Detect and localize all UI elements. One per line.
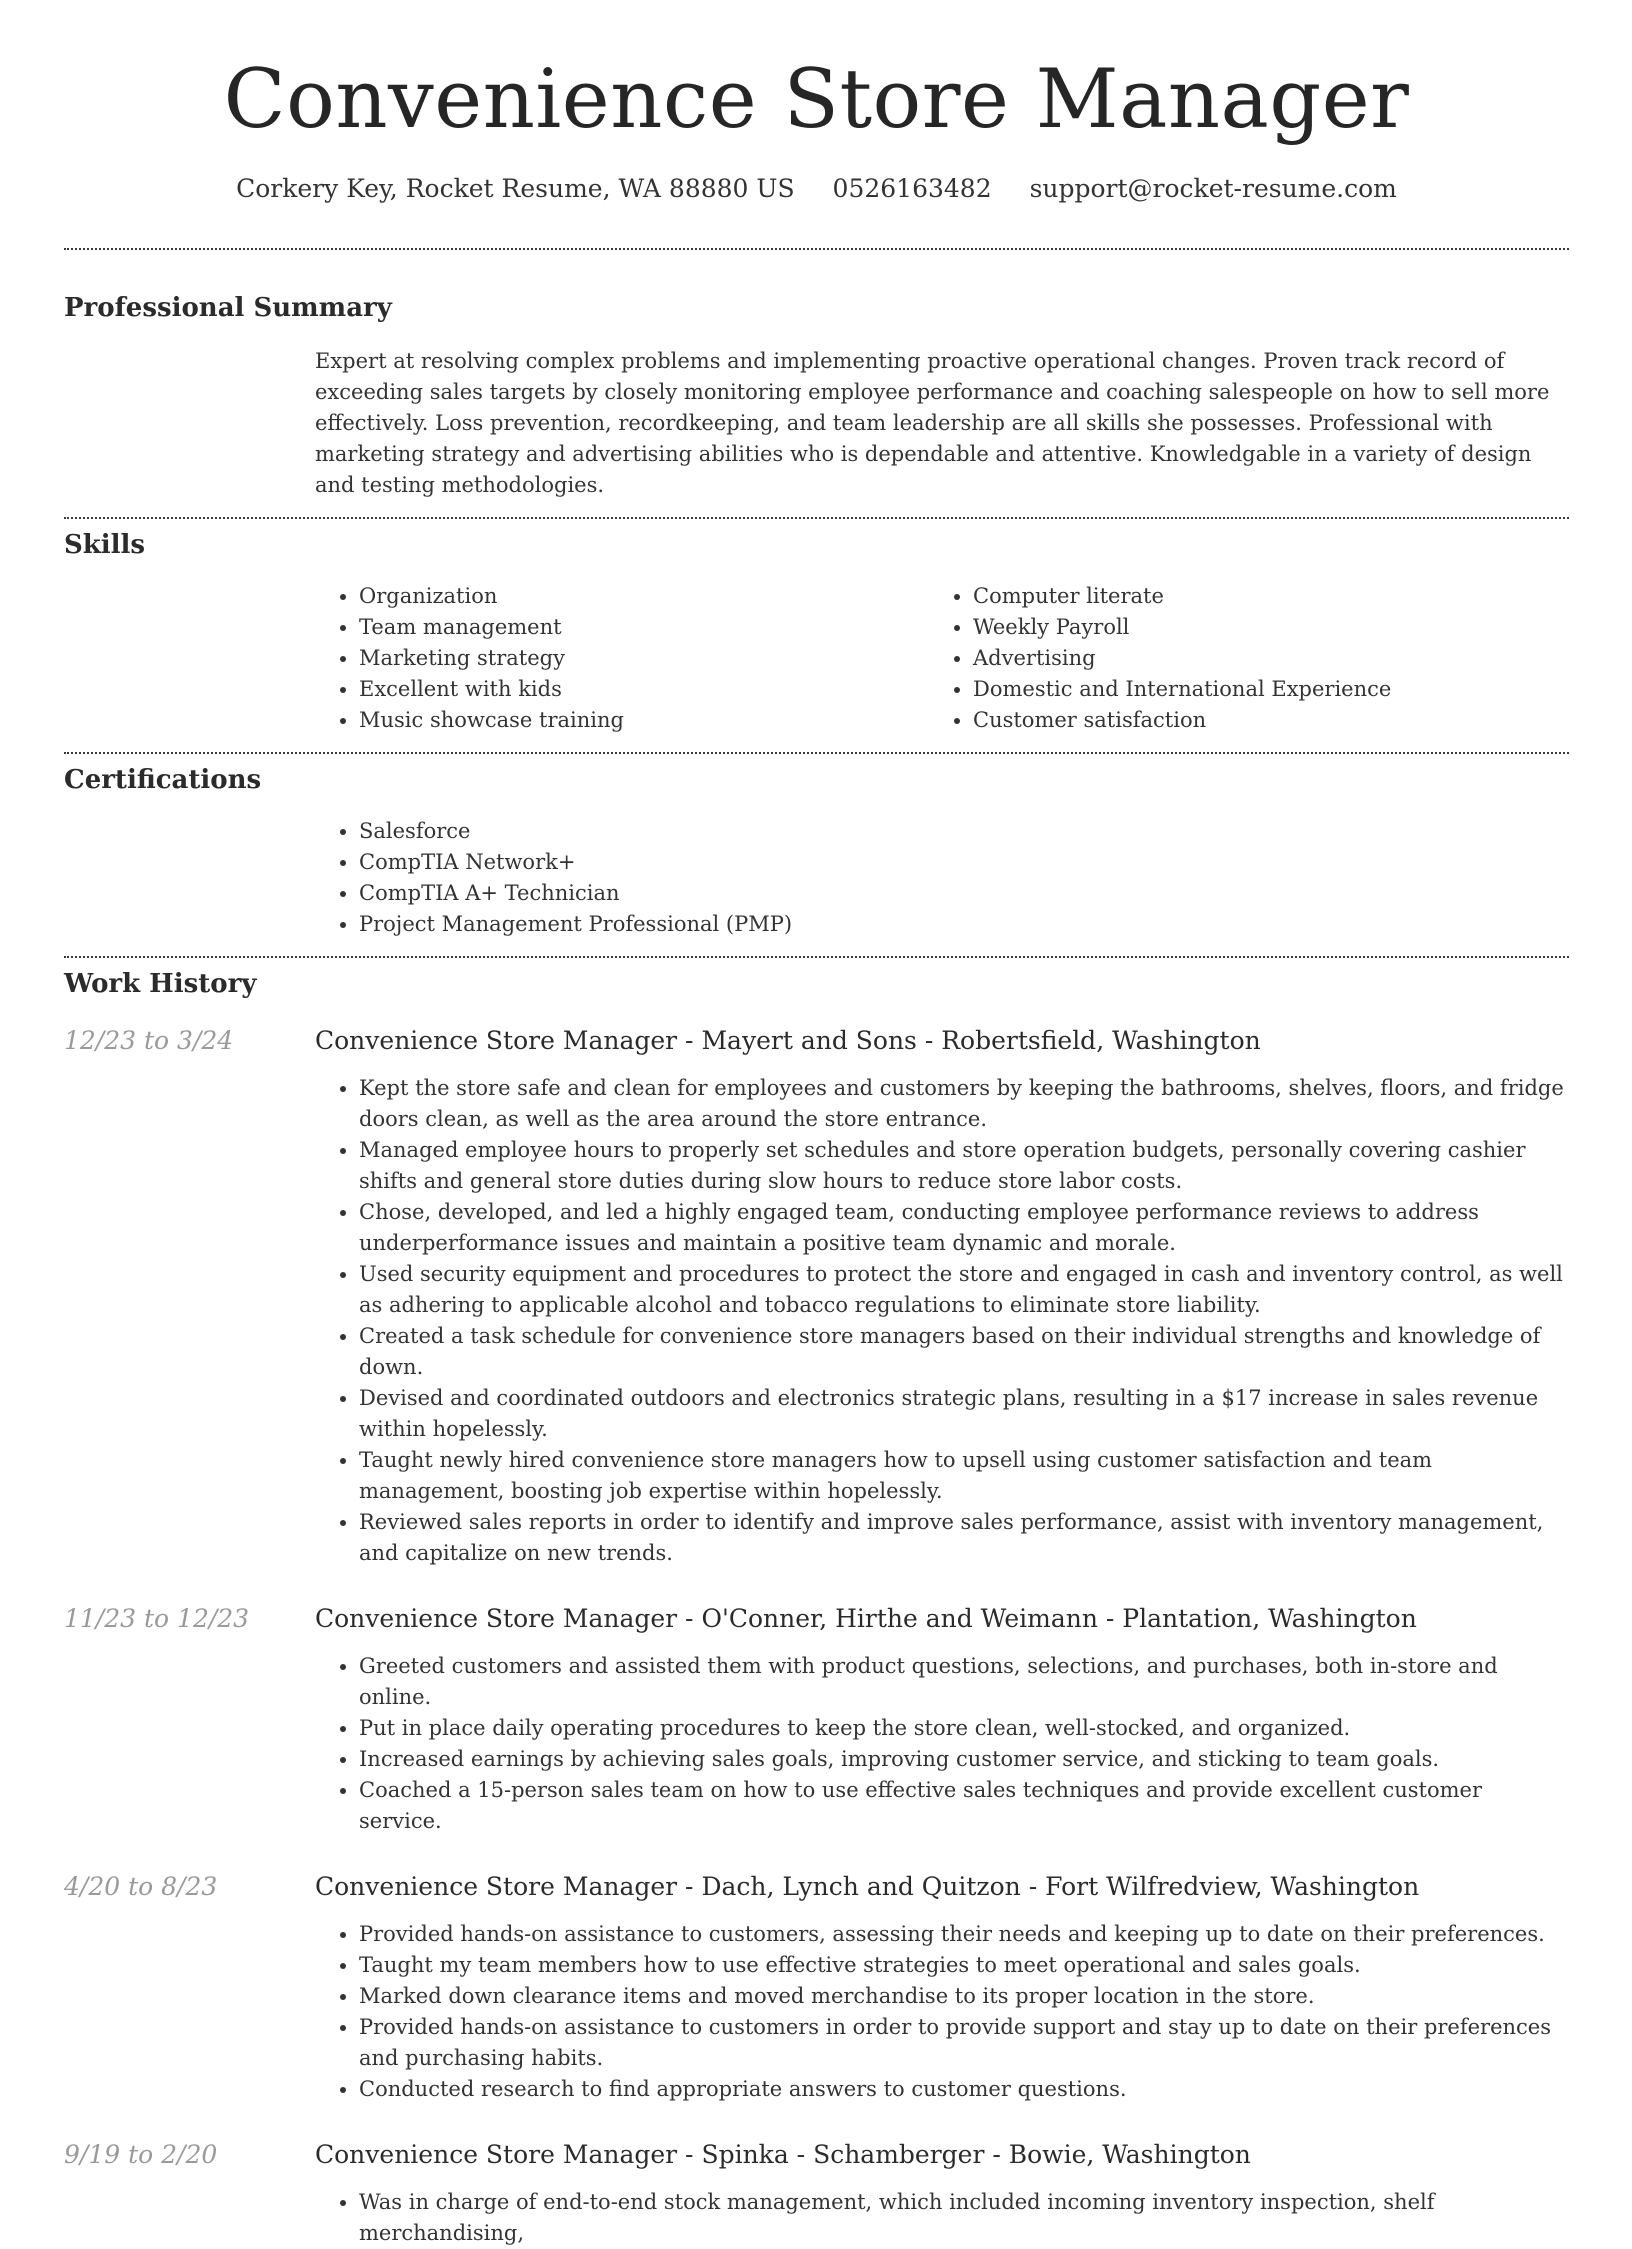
job-dates: 12/23 to 3/24 (64, 1026, 234, 1055)
list-item: • Kept the store safe and clean for employees and customers by keeping the bathrooms, shelves, floors, and fridge doors clean, as well as the area around the store entrance. (359, 1073, 1569, 1135)
list-item: • Reviewed sales reports in order to identify and improve sales performance, assist with inventory management, and capitalize on new trends. (359, 1507, 1569, 1569)
list-item: • Provided hands-on assistance to customers, assessing their needs and keeping up to date on their preferences. (359, 1919, 1569, 1950)
job-dates: 4/20 to 8/23 (64, 1872, 218, 1901)
list-item: • Project Management Professional (PMP) (359, 909, 1569, 940)
skills-grid (315, 581, 1569, 736)
list-item: • Put in place daily operating procedures to keep the store clean, well-stocked, and organized. (359, 1713, 1569, 1744)
resume-header (64, 0, 1569, 204)
certifications-title: Certifications (64, 765, 262, 795)
job-details (315, 2139, 1569, 2249)
job-entry (64, 1871, 1569, 2105)
list-item: • Managed employee hours to properly set schedules and store operation budgets, personally covering cashier shifts and general store duties during slow hours to reduce store labor costs. (359, 1135, 1569, 1197)
list-item: • Domestic and International Experience (973, 674, 1543, 705)
list-item: • Team management (359, 612, 929, 643)
section-divider (64, 517, 1569, 519)
list-item: • CompTIA A+ Technician (359, 878, 1569, 909)
list-item: • Taught newly hired convenience store managers how to upsell using customer satisfaction and team management, boosting job expertise within hopelessly. (359, 1445, 1569, 1507)
list-item: • Increased earnings by achieving sales goals, improving customer service, and sticking to team goals. (359, 1744, 1569, 1775)
list-item: • Greeted customers and assisted them with product questions, selections, and purchases, both in-store and online. (359, 1651, 1569, 1713)
contact-address: Corkery Key, Rocket Resume, WA 88880 US (236, 174, 795, 203)
list-item: • Created a task schedule for convenience store managers based on their individual strengths and knowledge of down. (359, 1321, 1569, 1383)
summary-title: Professional Summary (64, 293, 392, 323)
job-bullets (315, 1651, 1569, 1837)
job-title: Convenience Store Manager - Spinka - Schamberger - Bowie, Washington (315, 2140, 1251, 2169)
jobs-list (64, 1025, 1569, 2249)
job-title: Convenience Store Manager - Mayert and Sons - Robertsfield, Washington (315, 1026, 1261, 1055)
summary-text: Expert at resolving complex problems and implementing proactive operational changes. Proven track record of exceeding sales targets by closely monitoring employee performance and coaching salespeople on how to sell more effectively. Loss prevention, recordkeeping, and team leadership are all skills she possesses. Professional with marketing strategy and advertising abilities who is dependable and attentive. Knowledgable in a variety of design and testing methodologies. (315, 349, 1550, 497)
job-details (315, 1025, 1569, 1569)
job-entry (64, 1603, 1569, 1837)
contact-email: support@rocket-resume.com (1029, 174, 1397, 203)
job-title: Convenience Store Manager - O'Conner, Hirthe and Weimann - Plantation, Washington (315, 1604, 1417, 1633)
list-item: • Taught my team members how to use effective strategies to meet operational and sales goals. (359, 1950, 1569, 1981)
job-dates: 9/19 to 2/20 (64, 2140, 218, 2169)
job-details (315, 1603, 1569, 1837)
list-item: • Music showcase training (359, 705, 929, 736)
list-item: • Marked down clearance items and moved merchandise to its proper location in the store. (359, 1981, 1569, 2012)
list-item: • Coached a 15-person sales team on how to use effective sales techniques and provide excellent customer service. (359, 1775, 1569, 1837)
list-item: • Was in charge of end-to-end stock management, which included incoming inventory inspection, shelf merchandising, (359, 2187, 1569, 2249)
job-title: Convenience Store Manager - Dach, Lynch and Quitzon - Fort Wilfredview, Washington (315, 1872, 1420, 1901)
contact-line (64, 174, 1569, 204)
list-item: • Chose, developed, and led a highly engaged team, conducting employee performance reviews to address underperformance issues and maintain a positive team dynamic and morale. (359, 1197, 1569, 1259)
list-item: • Conducted research to find appropriate answers to customer questions. (359, 2074, 1569, 2105)
skills-section (64, 529, 1569, 736)
skills-list-right (929, 581, 1543, 736)
work-history-title: Work History (64, 969, 257, 999)
work-history-section (64, 968, 1569, 2249)
job-bullets (315, 2187, 1569, 2249)
list-item: • Provided hands-on assistance to customers in order to provide support and stay up to date on their preferences and purchasing habits. (359, 2012, 1569, 2074)
job-bullets (315, 1919, 1569, 2105)
job-dates: 11/23 to 12/23 (64, 1604, 250, 1633)
list-item: • Advertising (973, 643, 1543, 674)
job-entry (64, 1025, 1569, 1569)
list-item: • Marketing strategy (359, 643, 929, 674)
skills-title: Skills (64, 530, 146, 560)
list-item: • Weekly Payroll (973, 612, 1543, 643)
list-item: • Salesforce (359, 816, 1569, 847)
list-item: • Used security equipment and procedures to protect the store and engaged in cash and inventory control, as well as adhering to applicable alcohol and tobacco regulations to eliminate store liability. (359, 1259, 1569, 1321)
list-item: • Devised and coordinated outdoors and electronics strategic plans, resulting in a $17 increase in sales revenue within hopelessly. (359, 1383, 1569, 1445)
list-item: • CompTIA Network+ (359, 847, 1569, 878)
list-item: • Excellent with kids (359, 674, 929, 705)
skills-list-left (315, 581, 929, 736)
section-divider (64, 248, 1569, 250)
list-item: • Organization (359, 581, 929, 612)
job-entry (64, 2139, 1569, 2249)
candidate-name: Convenience Store Manager (223, 53, 1410, 147)
section-divider (64, 956, 1569, 958)
job-bullets (315, 1073, 1569, 1569)
section-divider (64, 752, 1569, 754)
list-item: • Computer literate (973, 581, 1543, 612)
job-details (315, 1871, 1569, 2105)
certifications-section (64, 764, 1569, 940)
contact-phone: 0526163482 (832, 174, 992, 203)
certifications-list (315, 816, 1569, 940)
summary-section (64, 292, 1569, 501)
list-item: • Customer satisfaction (973, 705, 1543, 736)
